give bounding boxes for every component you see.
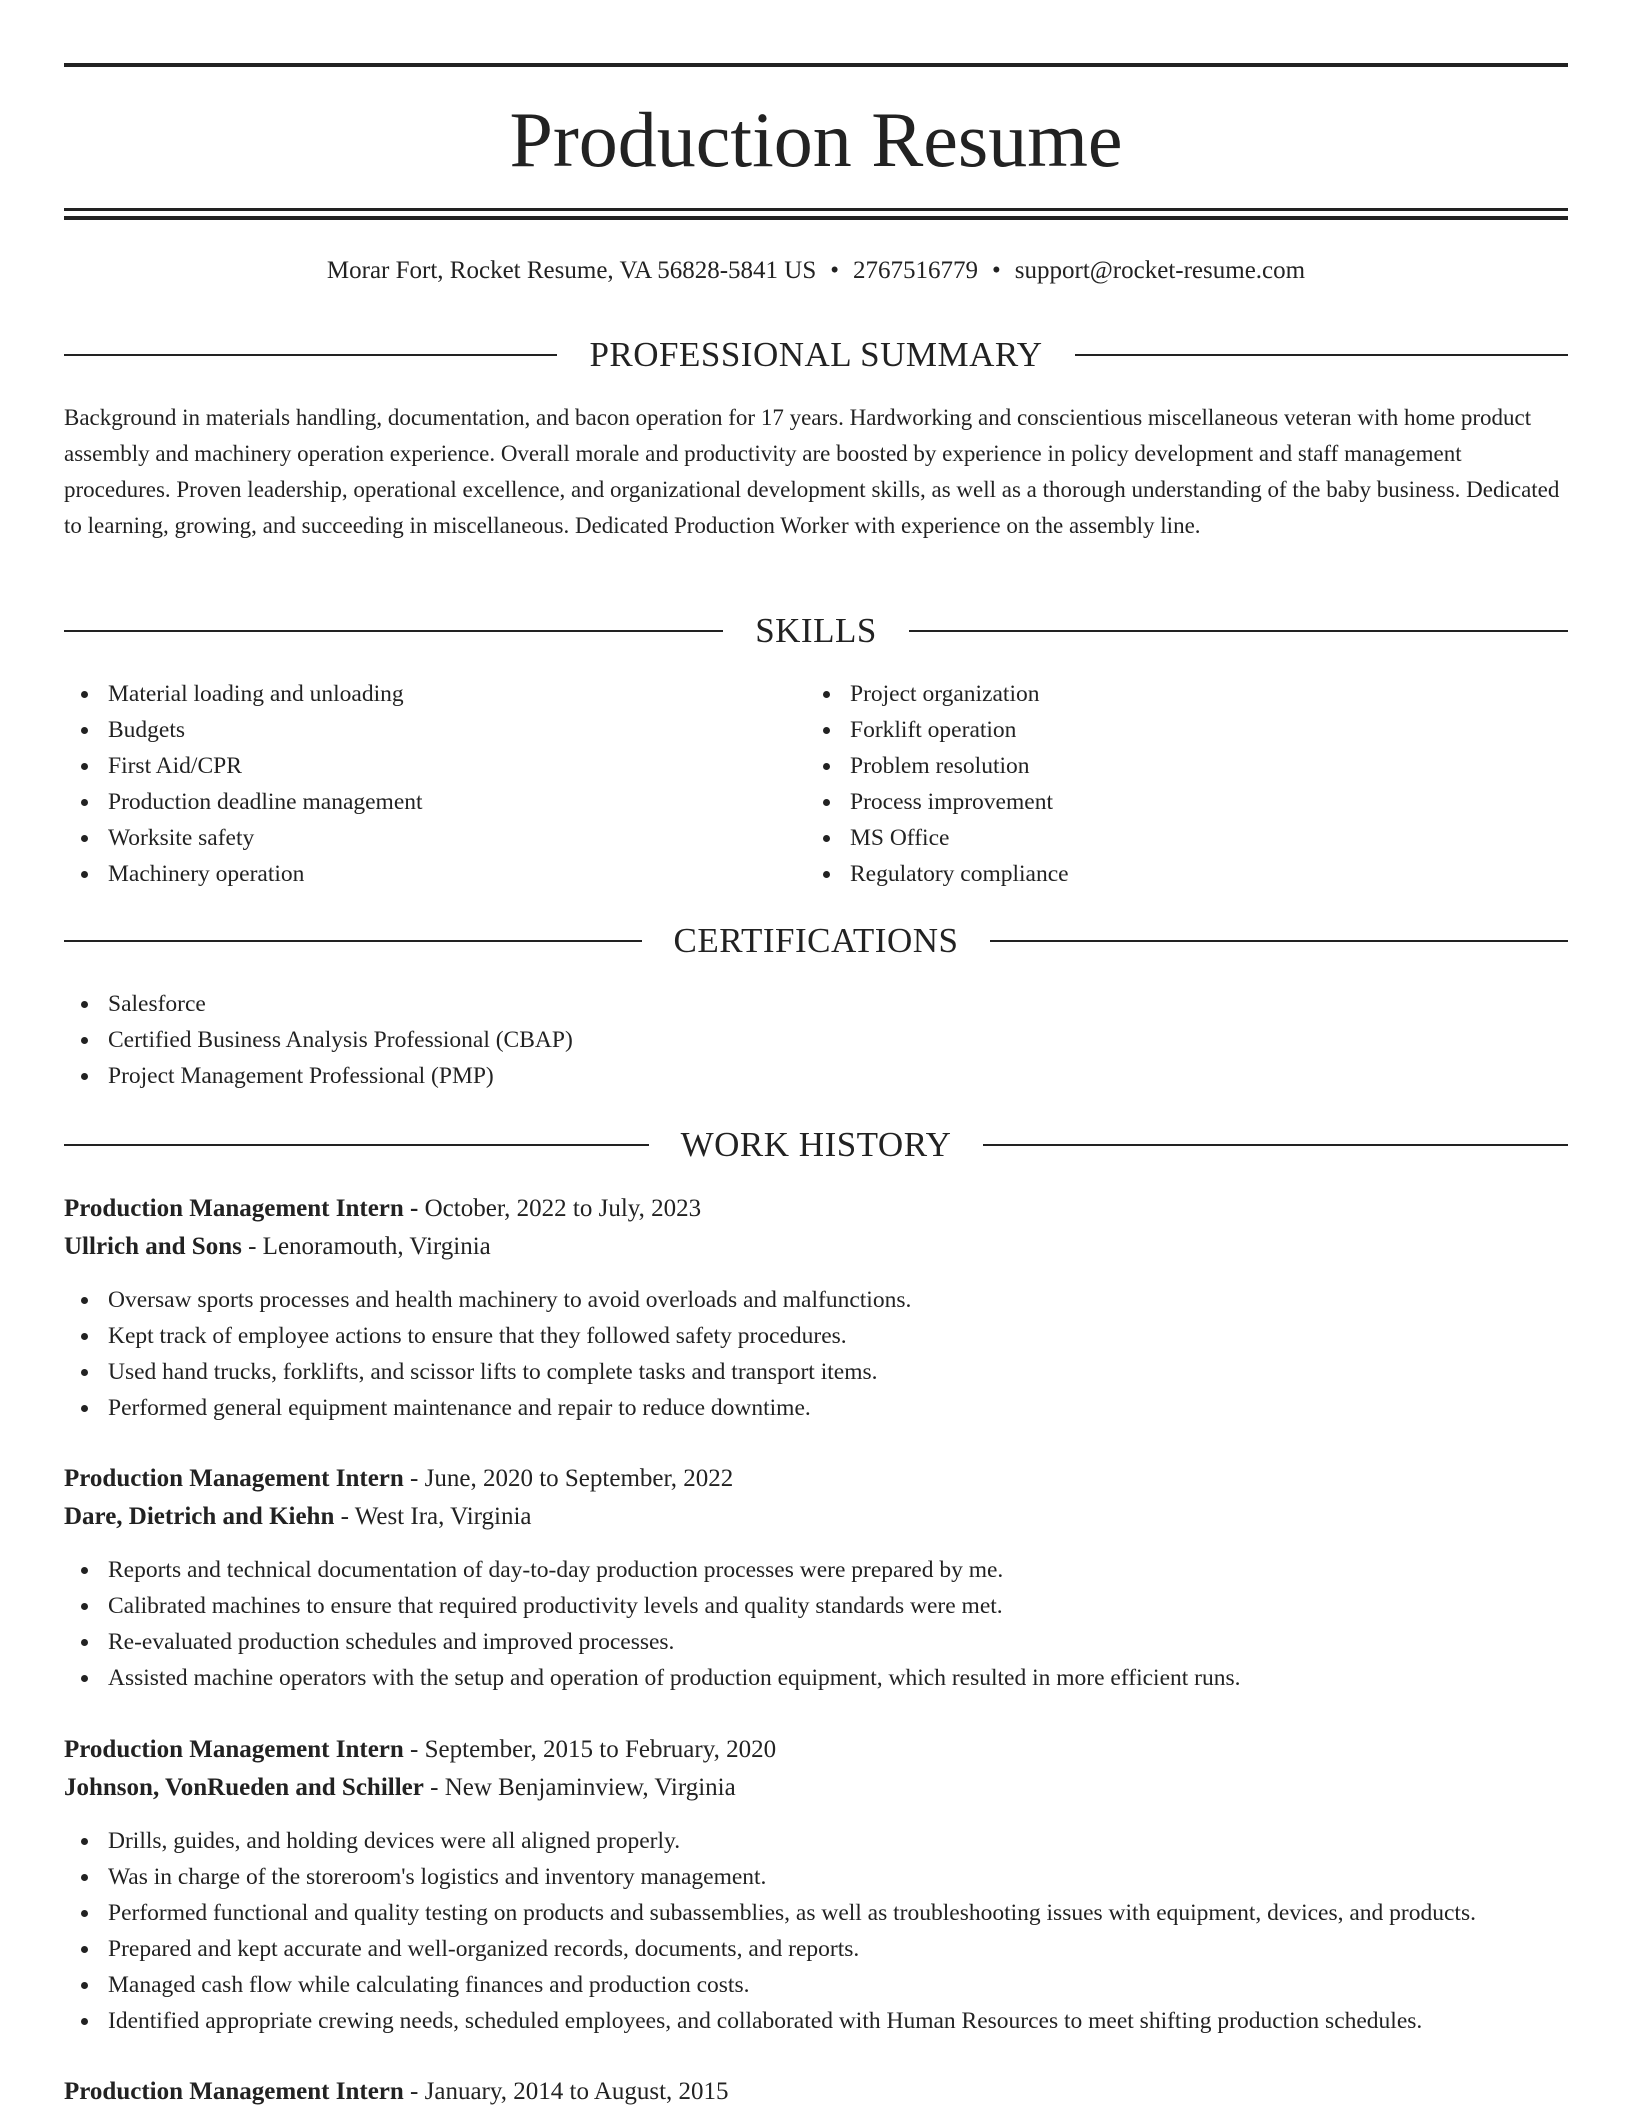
job-company: Dare, Dietrich and Kiehn <box>64 1503 335 1530</box>
certification-item: Certified Business Analysis Professional (CBAP) <box>64 1022 1568 1058</box>
title-double-rule <box>64 208 1568 220</box>
job-company-line: Dare, Dietrich and Kiehn - West Ira, Virginia <box>64 1503 532 1530</box>
job-location: Lenoramouth, Virginia <box>262 1233 491 1260</box>
job-dates: October, 2022 to July, 2023 <box>424 1195 702 1222</box>
job-title-line: Production Management Intern - October, 2022 to July, 2023 <box>64 1195 702 1222</box>
job-bullets <box>64 1823 1568 2039</box>
job-title: Production Management Intern <box>64 1736 404 1763</box>
job-company: Johnson, VonRueden and Schiller <box>64 1774 424 1801</box>
job-bullets <box>64 1282 1568 1426</box>
skill-item: Worksite safety <box>64 820 764 856</box>
job-bullet: Used hand trucks, forklifts, and scissor lifts to complete tasks and transport items. <box>64 1354 1568 1390</box>
heading-rule <box>1075 354 1568 356</box>
certification-item: Project Management Professional (PMP) <box>64 1058 1568 1094</box>
job-bullet: Drills, guides, and holding devices were all aligned properly. <box>64 1823 1568 1859</box>
job-dates: September, 2015 to February, 2020 <box>424 1736 777 1763</box>
section-title: CERTIFICATIONS <box>673 921 959 960</box>
section-heading-summary <box>64 335 1568 375</box>
heading-rule <box>64 354 557 356</box>
job-bullet: Prepared and kept accurate and well-organized records, documents, and reports. <box>64 1931 1568 1967</box>
job-location: West Ira, Virginia <box>354 1503 532 1530</box>
certification-item: Salesforce <box>64 986 1568 1022</box>
certifications-list <box>64 986 1568 1094</box>
job-bullet: Assisted machine operators with the setup and operation of production equipment, which resulted in more efficient runs. <box>64 1660 1568 1696</box>
job-entry <box>64 1731 1568 2039</box>
contact-separator: • <box>992 257 1001 284</box>
job-title-line: Production Management Intern - September, 2015 to February, 2020 <box>64 1736 777 1763</box>
section-heading-certifications <box>64 921 1568 961</box>
job-title: Production Management Intern <box>64 2078 404 2105</box>
contact-phone: 2767516779 <box>853 257 979 284</box>
skill-item: Problem resolution <box>806 748 1506 784</box>
job-company-line: Ullrich and Sons - Lenoramouth, Virginia <box>64 1233 491 1260</box>
top-rule <box>64 63 1568 67</box>
job-bullets <box>64 1552 1568 1696</box>
skills-list-left <box>64 676 764 892</box>
skills-list-right <box>806 676 1506 892</box>
heading-rule <box>64 1144 649 1146</box>
job-dates: June, 2020 to September, 2022 <box>424 1465 734 1492</box>
contact-line <box>64 254 1568 288</box>
heading-rule <box>909 630 1568 632</box>
job-bullet: Performed functional and quality testing on products and subassemblies, as well as troubleshooting issues with equipment, devices, and products. <box>64 1895 1568 1931</box>
job-bullet: Calibrated machines to ensure that required productivity levels and quality standards were met. <box>64 1588 1568 1624</box>
job-entry <box>64 1190 1568 1426</box>
section-heading-work-history <box>64 1125 1568 1165</box>
resume-title: Production Resume <box>509 96 1123 183</box>
heading-rule <box>64 630 723 632</box>
job-entry <box>64 2073 1568 2111</box>
skill-item: Forklift operation <box>806 712 1506 748</box>
section-title: WORK HISTORY <box>680 1125 952 1164</box>
heading-rule <box>64 940 642 942</box>
job-bullet: Reports and technical documentation of day-to-day production processes were prepared by me. <box>64 1552 1568 1588</box>
job-bullet: Was in charge of the storeroom's logistics and inventory management. <box>64 1859 1568 1895</box>
contact-email: support@rocket-resume.com <box>1014 257 1306 284</box>
job-bullet: Identified appropriate crewing needs, scheduled employees, and collaborated with Human Resources to meet shifting production schedules. <box>64 2003 1568 2039</box>
job-bullet: Kept track of employee actions to ensure that they followed safety procedures. <box>64 1318 1568 1354</box>
skill-item: Regulatory compliance <box>806 856 1506 892</box>
heading-rule <box>983 1144 1568 1146</box>
job-bullet: Managed cash flow while calculating finances and production costs. <box>64 1967 1568 2003</box>
job-bullet: Re-evaluated production schedules and improved processes. <box>64 1624 1568 1660</box>
skill-item: Machinery operation <box>64 856 764 892</box>
job-title-line: Production Management Intern - June, 2020 to September, 2022 <box>64 1465 734 1492</box>
heading-rule <box>990 940 1568 942</box>
summary-text: Background in materials handling, documentation, and bacon operation for 17 years. Hardworking and conscientious miscellaneous veteran with home product assembly and machinery operation experience. Overall morale and productivity are boosted by experience in policy development and staff management procedures. Proven leadership, operational excellence, and organizational development skills, as well as a thorough understanding of the baby business. Dedicated to learning, growing, and succeeding in miscellaneous. Dedicated Production Worker with experience on the assembly line. <box>64 405 1560 538</box>
skill-item: Budgets <box>64 712 764 748</box>
job-title: Production Management Intern <box>64 1465 404 1492</box>
section-heading-skills <box>64 611 1568 651</box>
job-dates: January, 2014 to August, 2015 <box>424 2078 729 2105</box>
job-company: Ullrich and Sons <box>64 1233 242 1260</box>
skill-item: Production deadline management <box>64 784 764 820</box>
section-title: PROFESSIONAL SUMMARY <box>589 335 1043 374</box>
job-location: New Benjaminview, Virginia <box>444 1774 736 1801</box>
job-title: Production Management Intern <box>64 1195 404 1222</box>
skill-item: Process improvement <box>806 784 1506 820</box>
skill-item: First Aid/CPR <box>64 748 764 784</box>
skill-item: Material loading and unloading <box>64 676 764 712</box>
contact-address: Morar Fort, Rocket Resume, VA 56828-5841 US <box>326 257 817 284</box>
job-title-line: Production Management Intern - January, 2014 to August, 2015 <box>64 2078 729 2105</box>
skill-item: MS Office <box>806 820 1506 856</box>
job-bullet: Oversaw sports processes and health machinery to avoid overloads and malfunctions. <box>64 1282 1568 1318</box>
job-company-line: Johnson, VonRueden and Schiller - New Benjaminview, Virginia <box>64 1774 736 1801</box>
job-entry <box>64 1460 1568 1696</box>
contact-separator: • <box>830 257 840 284</box>
section-title: SKILLS <box>755 611 877 650</box>
skill-item: Project organization <box>806 676 1506 712</box>
job-bullet: Performed general equipment maintenance and repair to reduce downtime. <box>64 1390 1568 1426</box>
